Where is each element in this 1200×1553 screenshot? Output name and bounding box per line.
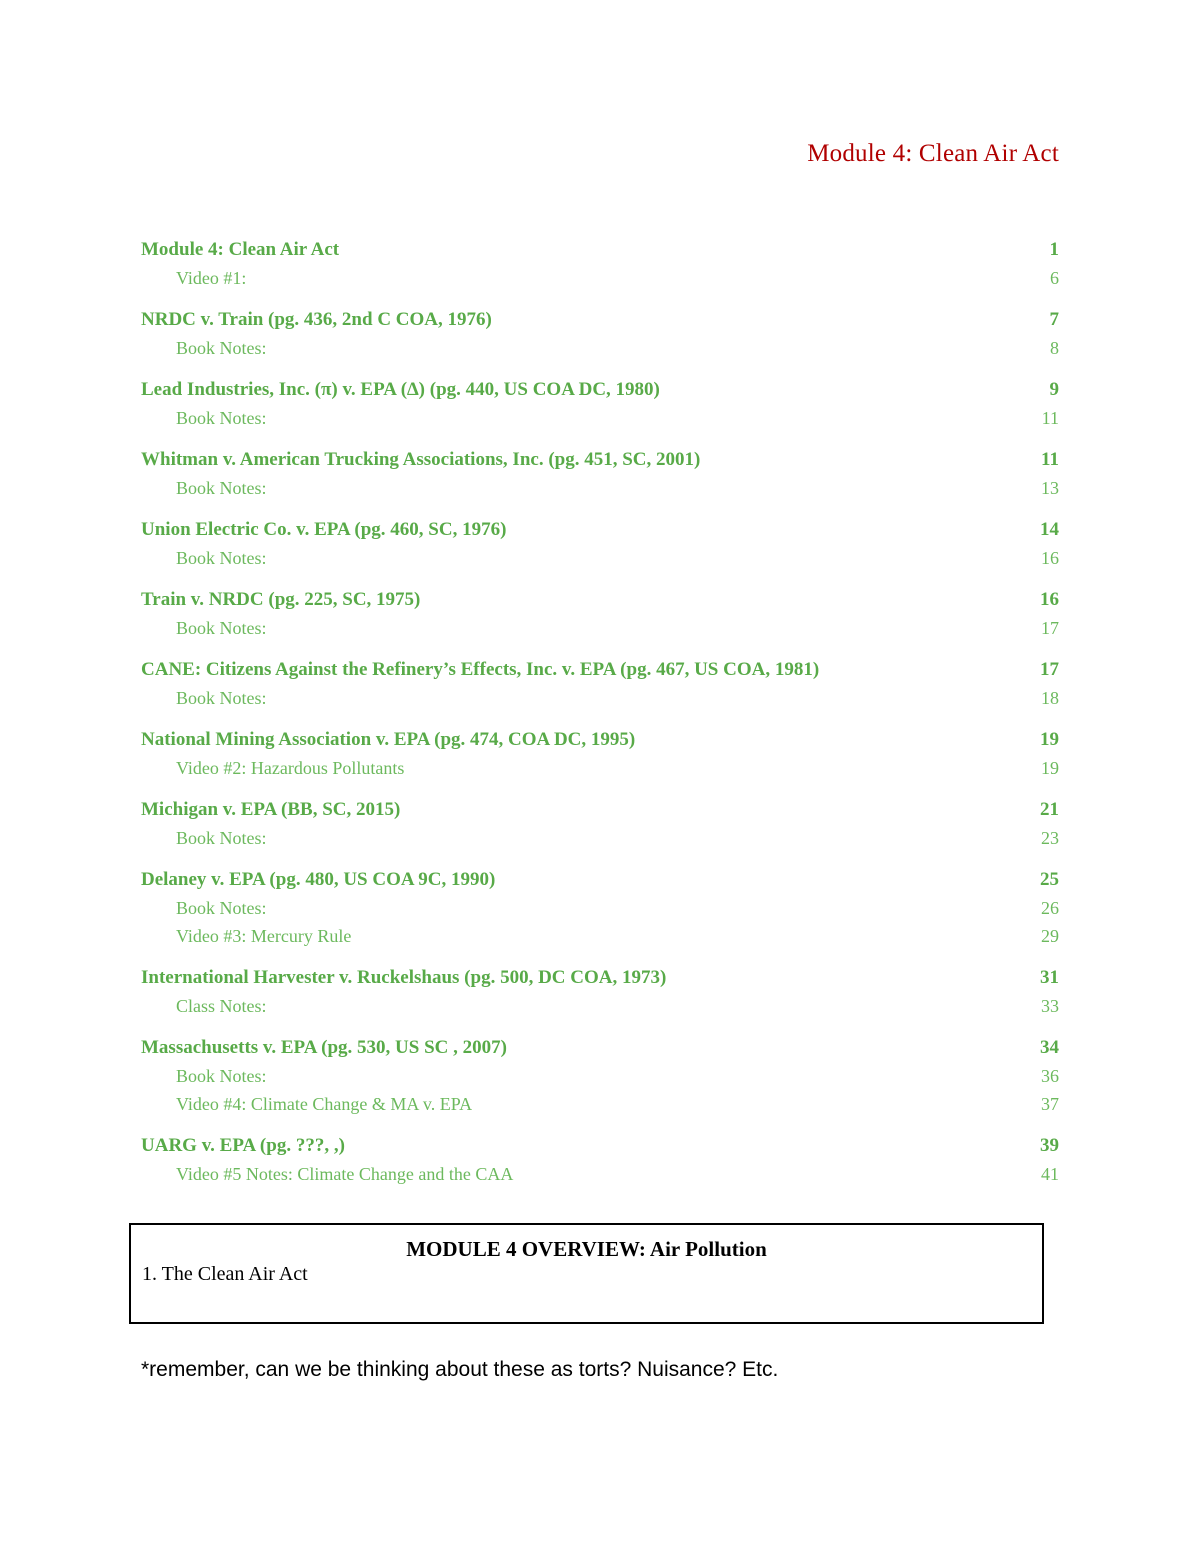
toc-subentry[interactable] [141, 1160, 1059, 1188]
toc-entry-page: 14 [1040, 519, 1059, 540]
toc-group [141, 655, 1059, 712]
toc-subentry-title: Video #3: Mercury Rule [176, 926, 352, 946]
toc-subentry-title: Book Notes: [176, 618, 267, 638]
toc-entry-page: 16 [1040, 589, 1059, 610]
toc-subentry-page: 13 [1041, 478, 1059, 498]
toc-subentry-title: Book Notes: [176, 898, 267, 918]
toc-group [141, 585, 1059, 642]
toc-entry[interactable] [141, 655, 1059, 684]
toc-entry-page: 7 [1049, 309, 1059, 330]
toc-entry-title: Module 4: Clean Air Act [141, 239, 340, 260]
toc-entry-title: CANE: Citizens Against the Refinery’s Effects, Inc. v. EPA (pg. 467, US COA, 1981) [141, 659, 820, 680]
toc-subentry-title: Book Notes: [176, 478, 267, 498]
toc-group [141, 865, 1059, 950]
toc-entry[interactable] [141, 445, 1059, 474]
toc-entry-page: 1 [1049, 239, 1059, 260]
toc-entry[interactable] [141, 515, 1059, 544]
toc-subentry[interactable] [141, 1090, 1059, 1118]
toc-entry-page: 34 [1040, 1037, 1059, 1058]
toc-entry[interactable] [141, 725, 1059, 754]
toc-subentry[interactable] [141, 544, 1059, 572]
toc-entry-title: International Harvester v. Ruckelshaus (pg. 500, DC COA, 1973) [141, 967, 667, 988]
toc-entry[interactable] [141, 1033, 1059, 1062]
toc-subentry-title: Video #4: Climate Change & MA v. EPA [176, 1094, 473, 1114]
toc-subentry-page: 11 [1041, 408, 1059, 428]
toc-entry-title: Michigan v. EPA (BB, SC, 2015) [141, 799, 401, 820]
toc-subentry-page: 8 [1050, 338, 1059, 358]
toc-group [141, 1033, 1059, 1118]
toc-subentry[interactable] [141, 922, 1059, 950]
toc-entry-page: 25 [1040, 869, 1059, 890]
toc-subentry-title: Book Notes: [176, 828, 267, 848]
toc-subentry[interactable] [141, 264, 1059, 292]
toc-entry[interactable] [141, 235, 1059, 264]
toc-subentry-title: Book Notes: [176, 548, 267, 568]
toc-subentry[interactable] [141, 474, 1059, 502]
toc-subentry[interactable] [141, 404, 1059, 432]
toc-subentry-page: 36 [1041, 1066, 1059, 1086]
toc-group [141, 795, 1059, 852]
toc-group [141, 515, 1059, 572]
toc-subentry[interactable] [141, 684, 1059, 712]
toc-entry-page: 39 [1040, 1135, 1059, 1156]
toc-subentry-title: Video #5 Notes: Climate Change and the CAA [176, 1164, 514, 1184]
toc-subentry-page: 33 [1041, 996, 1059, 1016]
toc-entry-title: Train v. NRDC (pg. 225, SC, 1975) [141, 589, 421, 610]
toc-group [141, 375, 1059, 432]
toc-subentry-title: Book Notes: [176, 688, 267, 708]
toc-entry-title: Delaney v. EPA (pg. 480, US COA 9C, 1990) [141, 869, 496, 890]
toc-subentry-page: 23 [1041, 828, 1059, 848]
toc-group [141, 305, 1059, 362]
toc-entry-title: Whitman v. American Trucking Associations, Inc. (pg. 451, SC, 2001) [141, 449, 701, 470]
toc-subentry-page: 41 [1041, 1164, 1059, 1184]
toc-subentry-page: 19 [1041, 758, 1059, 778]
toc-subentry-title: Video #1: [176, 268, 247, 288]
toc-subentry[interactable] [141, 614, 1059, 642]
toc-entry-page: 19 [1040, 729, 1059, 750]
toc-entry-title: Union Electric Co. v. EPA (pg. 460, SC, 1976) [141, 519, 507, 540]
toc-subentry[interactable] [141, 992, 1059, 1020]
toc-subentry-page: 29 [1041, 926, 1059, 946]
toc-subentry[interactable] [141, 1062, 1059, 1090]
toc-entry[interactable] [141, 795, 1059, 824]
toc-entry[interactable] [141, 305, 1059, 334]
toc-subentry[interactable] [141, 334, 1059, 362]
toc-group [141, 963, 1059, 1020]
toc-entry-title: Lead Industries, Inc. (π) v. EPA (∆) (pg. 440, US COA DC, 1980) [141, 379, 660, 400]
toc-entry-page: 11 [1041, 449, 1059, 470]
toc-entry-title: NRDC v. Train (pg. 436, 2nd C COA, 1976) [141, 309, 492, 330]
toc-subentry-page: 37 [1041, 1094, 1059, 1114]
toc-entry[interactable] [141, 865, 1059, 894]
toc-entry-title: Massachusetts v. EPA (pg. 530, US SC , 2007) [141, 1037, 507, 1058]
toc-subentry-page: 6 [1050, 268, 1059, 288]
toc-subentry-title: Book Notes: [176, 338, 267, 358]
remember-note: *remember, can we be thinking about these as torts? Nuisance? Etc. [141, 1358, 779, 1381]
toc-subentry-page: 18 [1041, 688, 1059, 708]
toc-subentry-title: Book Notes: [176, 1066, 267, 1086]
toc-subentry[interactable] [141, 894, 1059, 922]
toc-subentry[interactable] [141, 824, 1059, 852]
toc-group [141, 235, 1059, 292]
toc-subentry-title: Video #2: Hazardous Pollutants [176, 758, 405, 778]
toc-entry[interactable] [141, 963, 1059, 992]
toc-subentry-title: Class Notes: [176, 996, 267, 1016]
toc-entry-page: 21 [1040, 799, 1059, 820]
toc-subentry-page: 16 [1041, 548, 1059, 568]
toc-subentry-page: 17 [1041, 618, 1059, 638]
toc-group [141, 445, 1059, 502]
toc-subentry-page: 26 [1041, 898, 1059, 918]
toc-subentry[interactable] [141, 754, 1059, 782]
toc-entry[interactable] [141, 1131, 1059, 1160]
toc-group [141, 1131, 1059, 1188]
toc-entry-page: 9 [1049, 379, 1059, 400]
overview-title: MODULE 4 OVERVIEW: Air Pollution [406, 1237, 767, 1261]
toc-group [141, 725, 1059, 782]
page-title: Module 4: Clean Air Act [807, 140, 1059, 167]
overview-box [129, 1223, 1044, 1324]
toc-subentry-title: Book Notes: [176, 408, 267, 428]
overview-item: 1. The Clean Air Act [142, 1263, 308, 1285]
toc-entry-page: 17 [1040, 659, 1059, 680]
toc-entry[interactable] [141, 375, 1059, 404]
toc-entry[interactable] [141, 585, 1059, 614]
table-of-contents [141, 235, 1059, 1201]
toc-entry-title: UARG v. EPA (pg. ???, ,) [141, 1135, 345, 1156]
toc-entry-page: 31 [1040, 967, 1059, 988]
toc-entry-title: National Mining Association v. EPA (pg. 474, COA DC, 1995) [141, 729, 636, 750]
